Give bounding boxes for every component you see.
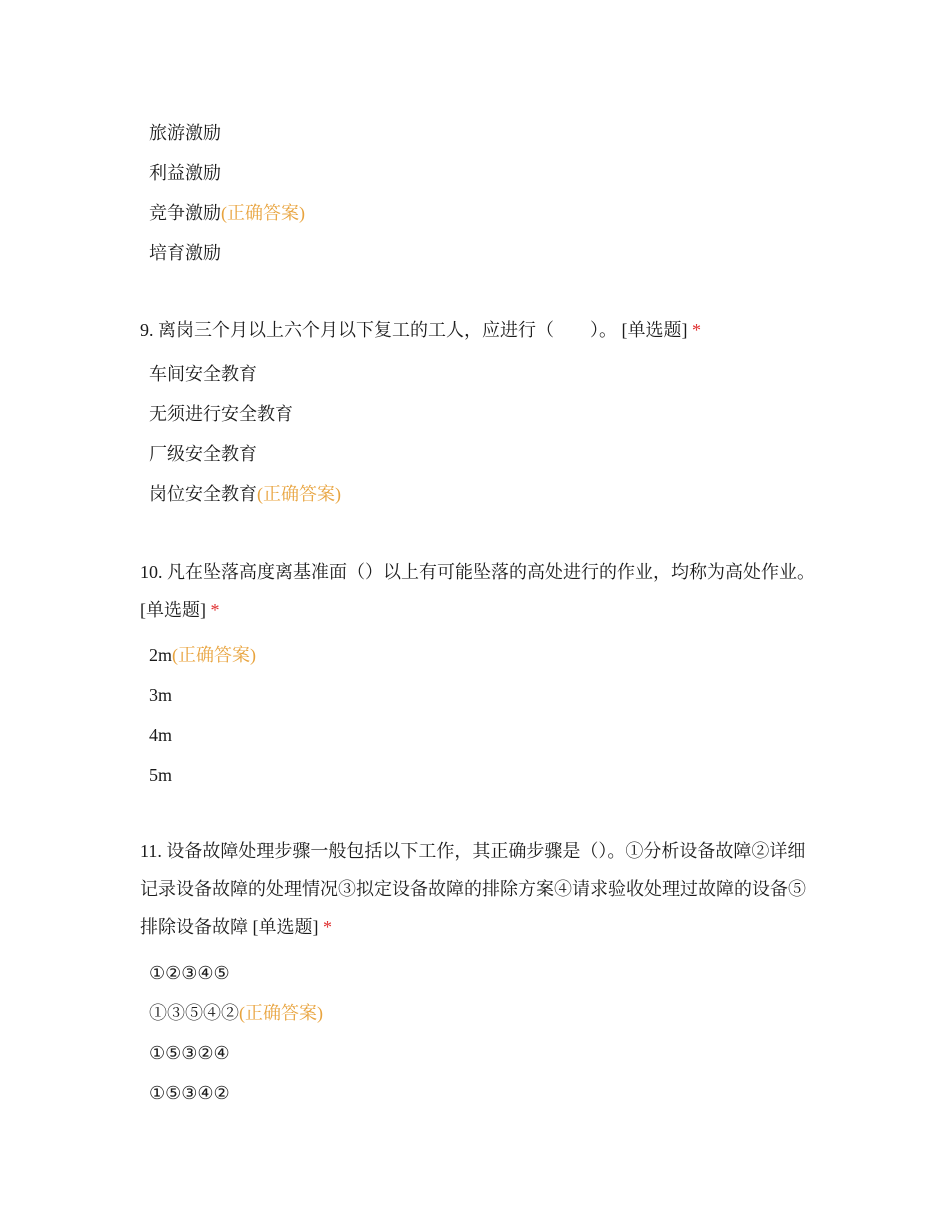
q10-option-3[interactable] bbox=[140, 715, 820, 755]
required-marker: * bbox=[210, 600, 220, 620]
question-type: [单选题] bbox=[252, 917, 319, 937]
question-title bbox=[140, 553, 820, 629]
question-title bbox=[140, 311, 820, 349]
q8-option-4[interactable] bbox=[140, 233, 820, 273]
option-text: 培育激励 bbox=[149, 243, 221, 263]
q8-option-2[interactable] bbox=[140, 153, 820, 193]
q8-options bbox=[140, 113, 820, 273]
question-10 bbox=[140, 553, 820, 629]
question-11 bbox=[140, 832, 820, 946]
correct-answer-label: (正确答案) bbox=[239, 1003, 323, 1023]
q9-option-2[interactable] bbox=[140, 394, 820, 434]
option-text: 4m bbox=[149, 725, 173, 745]
option-text: ①③⑤④② bbox=[149, 1003, 239, 1023]
option-text: 旅游激励 bbox=[149, 123, 221, 143]
option-text: 5m bbox=[149, 765, 173, 785]
correct-answer-label: (正确答案) bbox=[221, 203, 305, 223]
question-stem: 9. 离岗三个月以上六个月以下复工的工人，应进行（ ）。 bbox=[140, 320, 617, 340]
q10-option-1[interactable] bbox=[140, 635, 820, 675]
option-text: ①②③④⑤ bbox=[149, 963, 230, 983]
q11-option-4[interactable] bbox=[140, 1073, 820, 1113]
q10-option-2[interactable] bbox=[140, 675, 820, 715]
q9-option-1[interactable] bbox=[140, 354, 820, 394]
question-type: [单选题] bbox=[621, 320, 688, 340]
q9-options bbox=[140, 354, 820, 514]
option-text: ①⑤③④② bbox=[149, 1083, 230, 1103]
q11-option-1[interactable] bbox=[140, 953, 820, 993]
correct-answer-label: (正确答案) bbox=[257, 484, 341, 504]
option-text: ①⑤③②④ bbox=[149, 1043, 230, 1063]
option-text: 利益激励 bbox=[149, 163, 221, 183]
q10-option-4[interactable] bbox=[140, 755, 820, 795]
option-text: 厂级安全教育 bbox=[149, 444, 257, 464]
q8-option-3[interactable] bbox=[140, 193, 820, 233]
q8-option-1[interactable] bbox=[140, 113, 820, 153]
q9-option-3[interactable] bbox=[140, 434, 820, 474]
q10-options bbox=[140, 635, 820, 795]
q11-option-3[interactable] bbox=[140, 1033, 820, 1073]
q11-options bbox=[140, 953, 820, 1113]
option-text: 车间安全教育 bbox=[149, 364, 257, 384]
required-marker: * bbox=[692, 320, 701, 340]
option-text: 2m bbox=[149, 645, 173, 665]
question-stem: 11. 设备故障处理步骤一般包括以下工作，其正确步骤是（）。①分析设备故障②详细记录设备故障的处理情况③拟定设备故障的排除方案④请求验收处理过故障的设备⑤排除设备故障 bbox=[140, 841, 806, 937]
question-title bbox=[140, 832, 820, 946]
question-type: [单选题] bbox=[140, 600, 206, 620]
q11-option-2[interactable] bbox=[140, 993, 820, 1033]
option-text: 竞争激励 bbox=[149, 203, 221, 223]
option-text: 无须进行安全教育 bbox=[149, 404, 293, 424]
correct-answer-label: (正确答案) bbox=[172, 645, 257, 665]
required-marker: * bbox=[323, 917, 332, 937]
option-text: 3m bbox=[149, 685, 173, 705]
option-text: 岗位安全教育 bbox=[149, 484, 257, 504]
question-9 bbox=[140, 311, 820, 349]
q9-option-4[interactable] bbox=[140, 474, 820, 514]
question-stem: 10. 凡在坠落高度离基准面（）以上有可能坠落的高处进行的作业，均称为高处作业。 bbox=[140, 562, 815, 582]
